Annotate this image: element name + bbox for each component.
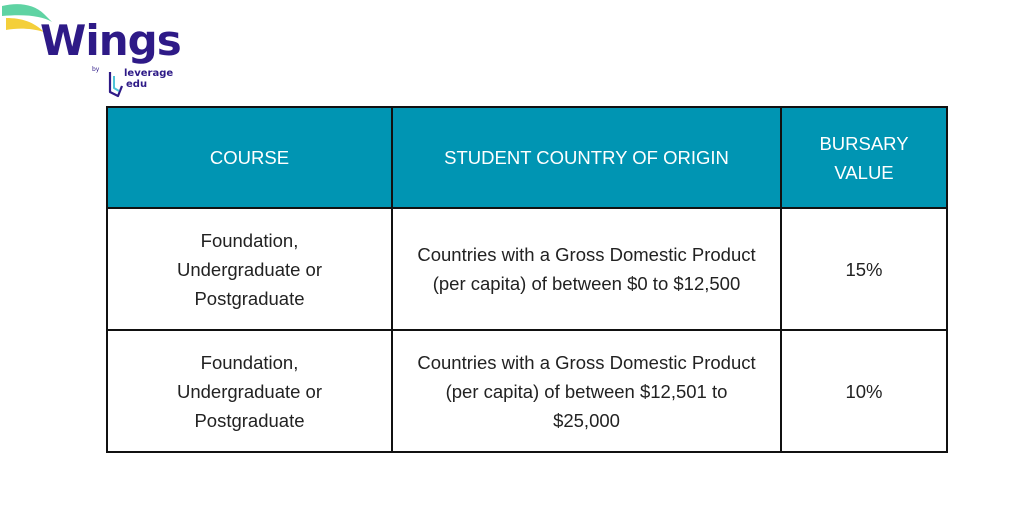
table-header-row: [107, 107, 947, 208]
course-cell: [107, 330, 392, 452]
course-cell: [107, 208, 392, 330]
header-bursary-value: [781, 107, 947, 208]
value-cell: [781, 330, 947, 452]
header-country-label: STUDENT COUNTRY OF ORIGIN: [444, 147, 729, 168]
country-text: Countries with a Gross Domestic Product (per capita) of between $0 to $12,500: [417, 244, 756, 294]
value-cell: [781, 208, 947, 330]
wings-logo: [0, 0, 200, 100]
logo-wordmark: Wings: [40, 16, 181, 65]
value-text: 15%: [845, 258, 883, 280]
header-bursary-value-label: BURSARY VALUE: [819, 132, 909, 183]
logo-brand-line2: edu: [126, 79, 148, 90]
table-row: [107, 330, 947, 452]
country-cell: [392, 330, 781, 452]
value-text: 10%: [845, 380, 883, 402]
header-country: [392, 107, 781, 208]
country-text: Countries with a Gross Domestic Product (per capita) of between $12,501 to $25,000: [417, 351, 756, 431]
country-cell: [392, 208, 781, 330]
bursary-table: [106, 106, 948, 453]
logo-by-text: by: [92, 66, 100, 73]
header-course: [107, 107, 392, 208]
leverage-edu-mark-icon: [108, 70, 124, 98]
header-course-label: COURSE: [209, 147, 290, 168]
table-row: [107, 208, 947, 330]
logo-brand: [124, 68, 173, 90]
logo-brand-line1: leverage: [124, 68, 174, 79]
course-text: Foundation, Undergraduate or Postgraduate: [176, 229, 322, 309]
course-text: Foundation, Undergraduate or Postgraduate: [176, 351, 322, 431]
